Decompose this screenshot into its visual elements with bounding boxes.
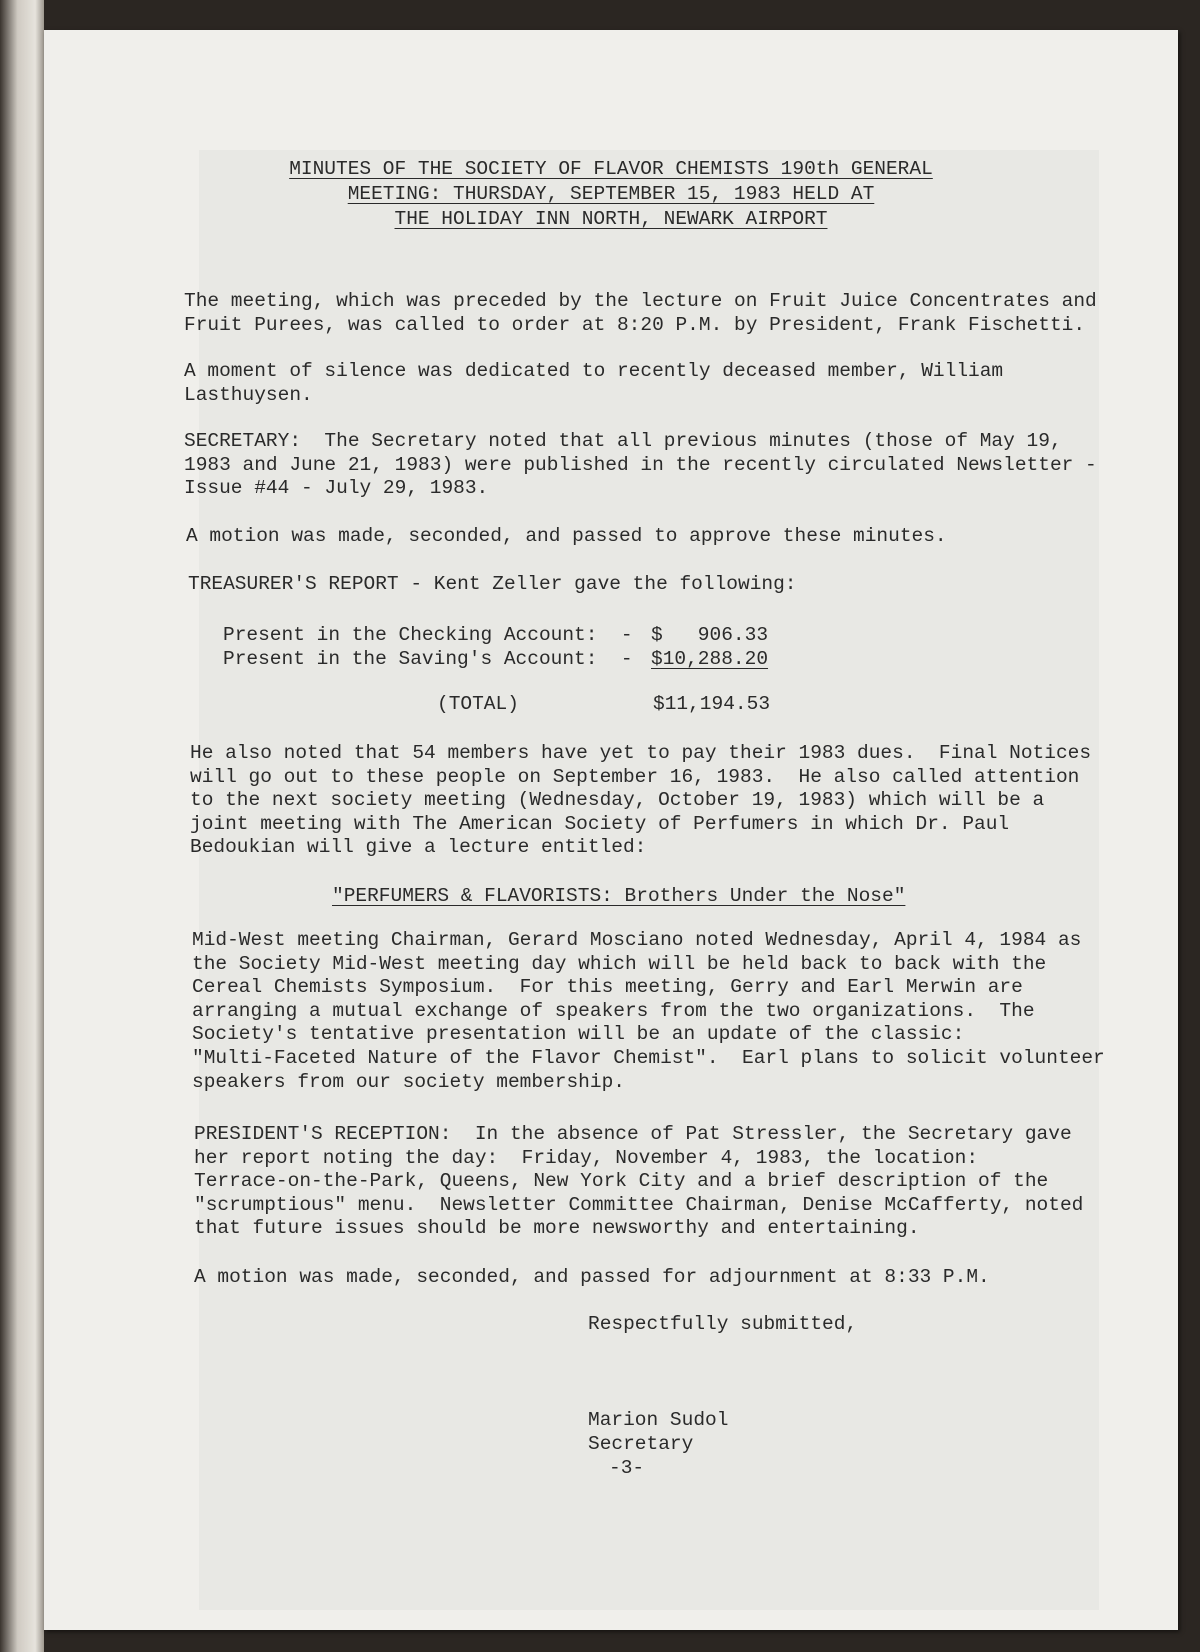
paragraph-midwest <box>192 929 1105 1094</box>
text-line: SECRETARY: The Secretary noted that all previous minutes (those of May 19, <box>184 430 1062 452</box>
title-text: MEETING: THURSDAY, SEPTEMBER 15, 1983 HELD AT <box>347 183 875 205</box>
text-line: 1983 and June 21, 1983) were published in the recently circulated Newsletter - <box>184 453 1097 476</box>
title-text: THE HOLIDAY INN NORTH, NEWARK AIRPORT <box>394 208 828 230</box>
paragraph-moment-of-silence <box>184 360 1003 407</box>
paragraph-adjournment: A motion was made, seconded, and passed for adjournment at 8:33 P.M. <box>194 1266 990 1288</box>
checking-label: Present in the Checking Account: - <box>223 624 633 646</box>
signer-title: Secretary <box>588 1433 694 1455</box>
closing: Respectfully submitted, <box>588 1313 858 1335</box>
text-line: "Multi-Faceted Nature of the Flavor Chemist". Earl plans to solicit volunteer <box>192 1046 1105 1069</box>
checking-amount: $ 906.33 <box>651 624 769 646</box>
paragraph-opening <box>184 290 1097 337</box>
title-line-1 <box>0 157 1200 181</box>
text-line: He also noted that 54 members have yet to pay their 1983 dues. Final Notices <box>190 742 1092 764</box>
text-line: Bedoukian will give a lecture entitled: <box>190 836 647 859</box>
page-number: -3- <box>609 1457 645 1479</box>
text-line: will go out to these people on September 16, 1983. He also called attention <box>190 765 1080 788</box>
paragraph-dues <box>190 742 1091 860</box>
paragraph-treasurer-heading: TREASURER'S REPORT - Kent Zeller gave the following: <box>188 573 797 595</box>
text-line: joint meeting with The American Society of Perfumers in which Dr. Paul <box>190 812 1010 835</box>
text-line: PRESIDENT'S RECEPTION: In the absence of Pat Stressler, the Secretary gave <box>194 1123 1072 1145</box>
paragraph-presidents-reception <box>194 1123 1083 1241</box>
text-line: Lasthuysen. <box>184 383 313 406</box>
signer-name: Marion Sudol <box>588 1409 729 1431</box>
title-line-2 <box>0 182 1200 206</box>
paragraph-secretary <box>184 430 1097 501</box>
text-line: A moment of silence was dedicated to recently deceased member, William <box>184 360 1004 382</box>
title-line-3 <box>0 207 1200 231</box>
book-spine <box>0 0 44 1652</box>
total-amount: $11,194.53 <box>653 693 771 715</box>
text-line: her report noting the day: Friday, November 4, 1983, the location: <box>194 1146 979 1169</box>
text-line: The meeting, which was preceded by the lecture on Fruit Juice Concentrates and <box>184 290 1097 312</box>
text-line: Society's tentative presentation will be an update of the classic: <box>192 1023 965 1046</box>
saving-amount: $10,288.20 <box>651 648 769 670</box>
text-line: arranging a mutual exchange of speakers from the two organizations. The <box>192 999 1035 1022</box>
text-line: that future issues should be more newsworthy and entertaining. <box>194 1217 920 1240</box>
text-line: Fruit Purees, was called to order at 8:20 P.M. by President, Frank Fischetti. <box>184 313 1086 336</box>
lecture-title: "PERFUMERS & FLAVORISTS: Brothers Under the Nose" <box>332 885 906 907</box>
text-line: Cereal Chemists Symposium. For this meeting, Gerry and Earl Merwin are <box>192 976 1023 999</box>
text-line: speakers from our society membership. <box>192 1070 625 1093</box>
text-line: the Society Mid-West meeting day which will be held back to back with the <box>192 952 1047 975</box>
text-line: "scrumptious" menu. Newsletter Committee Chairman, Denise McCafferty, noted <box>194 1193 1084 1216</box>
paragraph-motion-approve: A motion was made, seconded, and passed to approve these minutes. <box>186 525 947 547</box>
text-line: to the next society meeting (Wednesday, October 19, 1983) which will be a <box>190 789 1045 812</box>
title-text: MINUTES OF THE SOCIETY OF FLAVOR CHEMISTS 190th GENERAL <box>289 158 933 180</box>
text-line: Issue #44 - July 29, 1983. <box>184 477 489 500</box>
total-label: (TOTAL) <box>437 693 519 715</box>
saving-label: Present in the Saving's Account: - <box>223 648 633 670</box>
text-line: Terrace-on-the-Park, Queens, New York City and a brief description of the <box>194 1170 1049 1193</box>
text-line: Mid-West meeting Chairman, Gerard Mosciano noted Wednesday, April 4, 1984 as <box>192 929 1082 951</box>
